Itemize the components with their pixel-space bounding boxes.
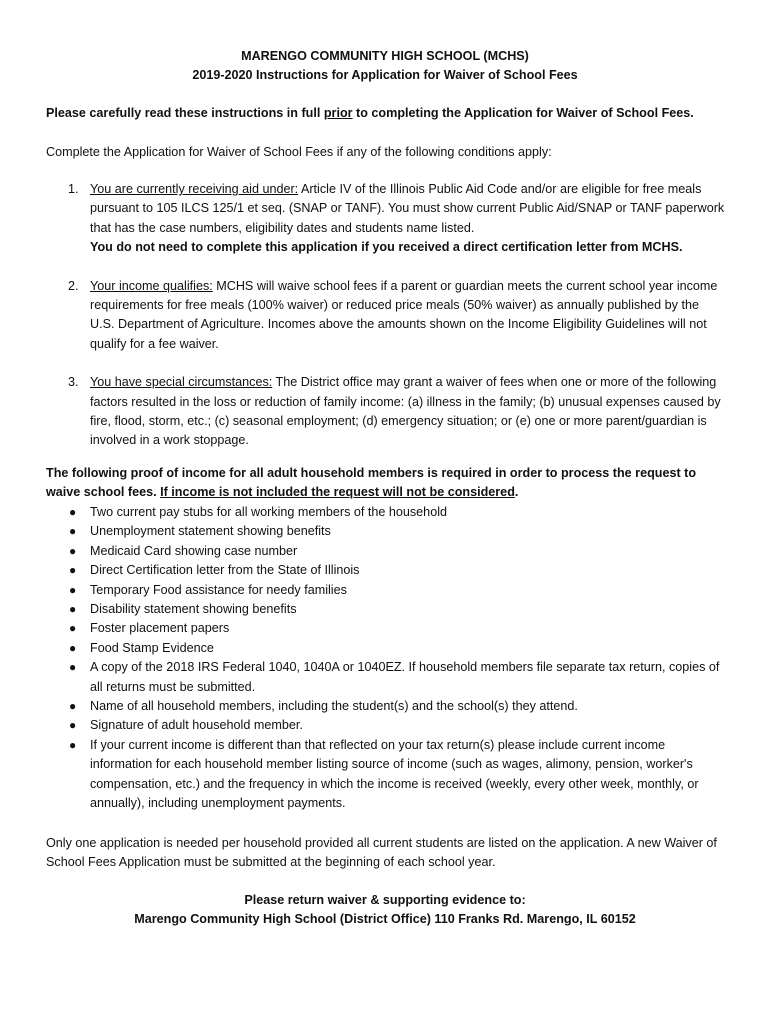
proof-list [46,503,726,814]
list-item: ● Food Stamp Evidence [69,640,214,655]
intro-instruction: Please carefully read these instructions in full prior to completing the Application for Waiver of School Fees. [46,106,694,120]
list-item: ● If your current income is different than that reflected on your tax return(s) please include current income information for each household member listing source of income (such as wages, alimony, pension, worker's compensation, etc.) and the frequency in which the income is received (weekly, every other week, monthly, or annually), including unemployment payments. [69,737,699,811]
school-title: MARENGO COMMUNITY HIGH SCHOOL (MCHS) [241,49,529,63]
list-item: ● Medicaid Card showing case number [69,543,298,558]
return-address: Marengo Community High School (District Office) 110 Franks Rd. Marengo, IL 60152 [134,912,636,926]
conditions-intro: Complete the Application for Waiver of School Fees if any of the following conditions apply: [46,145,552,159]
list-item: ● Two current pay stubs for all working members of the household [69,505,447,519]
list-item: ● Disability statement showing benefits [69,602,297,617]
list-item: ● Unemployment statement showing benefits [69,524,331,539]
list-item: ● Direct Certification letter from the State of Illinois [69,563,360,578]
condition-item: 1. You are currently receiving aid under: Article IV of the Illinois Public Aid Code and/or are eligible for free meals pursuant to 105 ILCS 125/1 et seq. (SNAP or TANF). You must show current Public Aid/SNAP or TANF paperwork that has the case numbers, eligibility dates and students name listed. You do not need to complete this application if you received a direct certification letter from MCHS. [68,182,725,255]
condition-item: 3. You have special circumstances: The District office may grant a waiver of fees when one or more of the following factors resulted in the loss or reduction of family income: (a) illness in the family; (b) unusual expenses caused by fire, flood, storm, etc.; (c) seasonal employment; (d) emergency situation; or (e) one or more parent/guardian is involved in a work stoppage. [68,375,721,448]
list-item: ● Name of all household members, including the student(s) and the school(s) they attend. [69,699,578,714]
document-subtitle: 2019-2020 Instructions for Application for Waiver of School Fees [192,68,578,82]
list-item: ● Signature of adult household member. [69,718,303,733]
closing-paragraph: Only one application is needed per household provided all current students are listed on the application. A new Waiver of School Fees Application must be submitted at the beginning of each school year. [46,836,717,870]
list-item: ● A copy of the 2018 IRS Federal 1040, 1040A or 1040EZ. If household members file separate tax return, copies of all returns must be submitted. [69,660,720,694]
return-instruction: Please return waiver & supporting evidence to: [244,893,526,907]
proof-heading: The following proof of income for all adult household members is required in order to process the request to waive school fees. If income is not included the request will not be considered. [46,466,697,500]
conditions-list [46,180,726,451]
condition-item: 2. Your income qualifies: MCHS will waive school fees if a parent or guardian meets the current school year income requirements for free meals (100% waiver) or reduced price meals (50% waiver) as annually published by the U.S. Department of Agriculture. Incomes above the amounts shown on the Income Eligibility Guidelines will not qualify for a fee waiver. [68,278,718,351]
list-item: ● Foster placement papers [69,621,230,636]
list-item: ● Temporary Food assistance for needy families [69,582,347,597]
